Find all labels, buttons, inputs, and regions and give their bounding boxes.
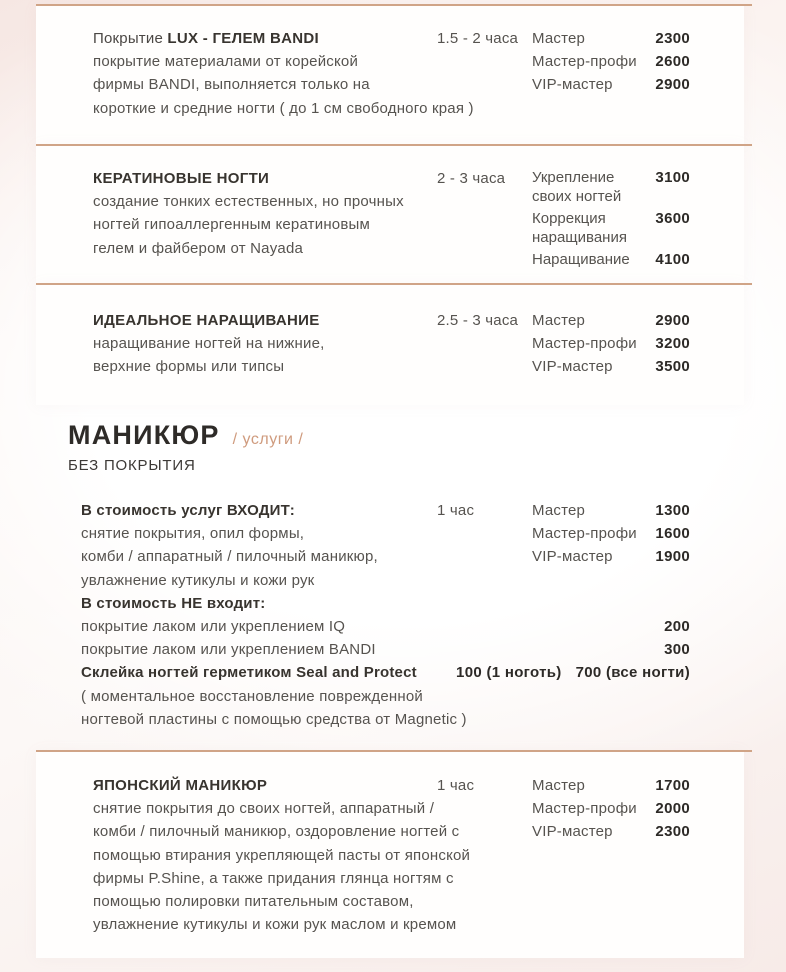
- tier-row: [532, 73, 690, 96]
- tier-row: [532, 797, 690, 820]
- tier-price: 1600: [655, 525, 690, 543]
- price-row: [81, 708, 690, 731]
- category-tag: / услуги /: [232, 431, 304, 448]
- tier-price-list: [532, 774, 690, 936]
- tier-price: 2600: [655, 53, 690, 71]
- duration-label: 1 час: [437, 777, 475, 794]
- service-title-bold: LUX - ГЕЛЕМ BANDI: [167, 30, 320, 47]
- duration-label: 1 час: [437, 502, 475, 519]
- tier-label: VIP-мастер: [532, 358, 613, 376]
- row-text: комби / аппаратный / пилочный маникюр,: [81, 548, 378, 566]
- service-title: ЯПОНСКИЙ МАНИКЮР: [93, 777, 268, 794]
- tier-row: [532, 210, 690, 247]
- tier-price: 1700: [655, 777, 690, 794]
- row-text: Склейка ногтей герметиком Seal and Protect: [81, 664, 417, 682]
- tier-row: [532, 545, 690, 568]
- tier-row: [532, 522, 690, 545]
- tier-label: Мастер: [532, 30, 586, 47]
- price-row: [81, 685, 690, 708]
- service-title: КЕРАТИНОВЫЕ НОГТИ: [93, 170, 270, 187]
- tier-label: VIP-мастер: [532, 76, 613, 94]
- description-line: верхние формы или типсы: [93, 358, 285, 376]
- tier-row: [532, 499, 690, 522]
- category-title: МАНИКЮР: [68, 420, 220, 450]
- row-text: увлажнение кутикулы и кожи рук: [81, 571, 315, 589]
- tier-label: Мастер-профи: [532, 525, 637, 543]
- tier-row: [532, 50, 690, 73]
- tier-label: Мастер-профи: [532, 800, 637, 818]
- tier-price: 3100: [655, 169, 690, 186]
- tier-row: [532, 309, 690, 332]
- tier-label: VIP-мастер: [532, 548, 613, 566]
- service-title: [93, 27, 437, 50]
- tier-price: 2300: [655, 30, 690, 47]
- description-line: наращивание ногтей на нижние,: [93, 335, 325, 353]
- row-text: ногтевой пластины с помощью средства от Magnetic ): [81, 710, 467, 728]
- description-line: гелем и файбером от Nayada: [93, 239, 304, 257]
- price-row: [81, 592, 690, 615]
- section-divider: [36, 283, 752, 285]
- tier-price: 3200: [655, 335, 690, 353]
- tier-price: 1900: [655, 548, 690, 566]
- tier-row: [532, 638, 690, 661]
- tier-label: VIP-мастер: [532, 823, 613, 841]
- description-line: снятие покрытия до своих ногтей, аппаратный /: [93, 800, 435, 818]
- tier-row: [532, 820, 690, 843]
- tier-price: 2300: [655, 823, 690, 841]
- row-text: покрытие лаком или укреплением IQ: [81, 617, 346, 635]
- row-price-pair: [437, 661, 690, 684]
- description-line: короткие и средние ногти ( до 1 см свободного края ): [93, 99, 474, 117]
- price-row: [81, 522, 690, 545]
- price-all-nails: 700 (все ногти): [575, 664, 690, 682]
- service-description: [93, 27, 474, 120]
- service-section-japanese-manicure: [93, 774, 690, 936]
- row-text: снятие покрытия, опил формы,: [81, 525, 305, 543]
- service-title-prefix: Покрытие: [93, 30, 168, 47]
- tier-row: [532, 774, 690, 797]
- tier-price: 4100: [655, 251, 690, 269]
- service-section-lux-gel-bandi: [93, 27, 690, 120]
- section-divider: [36, 750, 752, 752]
- tier-price-list: [532, 169, 690, 274]
- service-section-ideal-extension: [93, 309, 690, 379]
- service-description: [93, 309, 437, 379]
- description-line: комби / пилочный маникюр, оздоровление ногтей с: [93, 823, 460, 841]
- description-line: увлажнение кутикулы и кожи рук маслом и кремом: [93, 916, 457, 934]
- tier-price-list: [532, 27, 690, 120]
- tier-label: Мастер-профи: [532, 335, 637, 353]
- tier-label: Мастер: [532, 777, 586, 794]
- price-row: [81, 615, 690, 638]
- tier-price: 2900: [655, 76, 690, 94]
- row-price: 300: [664, 641, 690, 659]
- tier-label: Укрепление своих ногтей: [532, 169, 622, 205]
- description-line: покрытие материалами от корейской: [93, 53, 359, 71]
- description-line: помощью полировки питательным составом,: [93, 892, 414, 910]
- tier-price: 2900: [655, 312, 690, 329]
- tier-label: Коррекция наращивания: [532, 210, 627, 246]
- tier-label: Мастер: [532, 312, 586, 329]
- row-text: В стоимость услуг ВХОДИТ:: [81, 502, 295, 519]
- section-divider: [36, 144, 752, 146]
- tier-label: Мастер: [532, 502, 586, 519]
- tier-price: 1300: [655, 502, 690, 519]
- description-line: помощью втирания укрепляющей пасты от японской: [93, 846, 471, 864]
- manicure-price-block: [81, 499, 690, 731]
- description-line: создание тонких естественных, но прочных: [93, 193, 404, 211]
- tier-row: [532, 251, 690, 270]
- tier-row: [532, 169, 690, 206]
- description-line: фирмы BANDI, выполняется только на: [93, 76, 370, 94]
- category-heading: [68, 419, 303, 476]
- price-row: [81, 499, 690, 522]
- price-row: [81, 661, 690, 684]
- tier-row: [532, 332, 690, 355]
- price-per-nail: 100 (1 ноготь): [456, 664, 562, 682]
- tier-label: Наращивание: [532, 251, 630, 269]
- row-text: покрытие лаком или укреплением BANDI: [81, 641, 376, 659]
- section-divider: [36, 4, 752, 6]
- duration-label: 2.5 - 3 часа: [437, 312, 519, 329]
- row-price: 200: [664, 617, 690, 635]
- tier-price: 2000: [655, 800, 690, 818]
- tier-price: 3600: [655, 210, 690, 228]
- row-text: ( момент​альное восстановление поврежденной: [81, 687, 423, 705]
- price-row: [81, 569, 690, 592]
- price-row: [81, 638, 690, 661]
- duration-label: 1.5 - 2 часа: [437, 30, 519, 47]
- tier-label: Мастер-профи: [532, 53, 637, 71]
- description-line: ногтей гипоаллергенным кератиновым: [93, 216, 371, 234]
- description-line: фирмы P.Shine, а также придания глянца ногтям с: [93, 869, 454, 887]
- service-title: ИДЕАЛЬНОЕ НАРАЩИВАНИЕ: [93, 312, 320, 329]
- tier-price-list: [532, 309, 690, 379]
- tier-row: [532, 355, 690, 378]
- duration-label: 2 - 3 часа: [437, 170, 506, 187]
- row-text: В стоимость НЕ входит:: [81, 594, 266, 612]
- tier-row: [532, 615, 690, 638]
- tier-price: 3500: [655, 358, 690, 376]
- tier-row: [532, 27, 690, 50]
- price-row: [81, 545, 690, 568]
- service-section-keratin-nails: [93, 167, 690, 274]
- category-subtitle: БЕЗ ПОКРЫТИЯ: [68, 457, 196, 474]
- service-description: [93, 167, 437, 274]
